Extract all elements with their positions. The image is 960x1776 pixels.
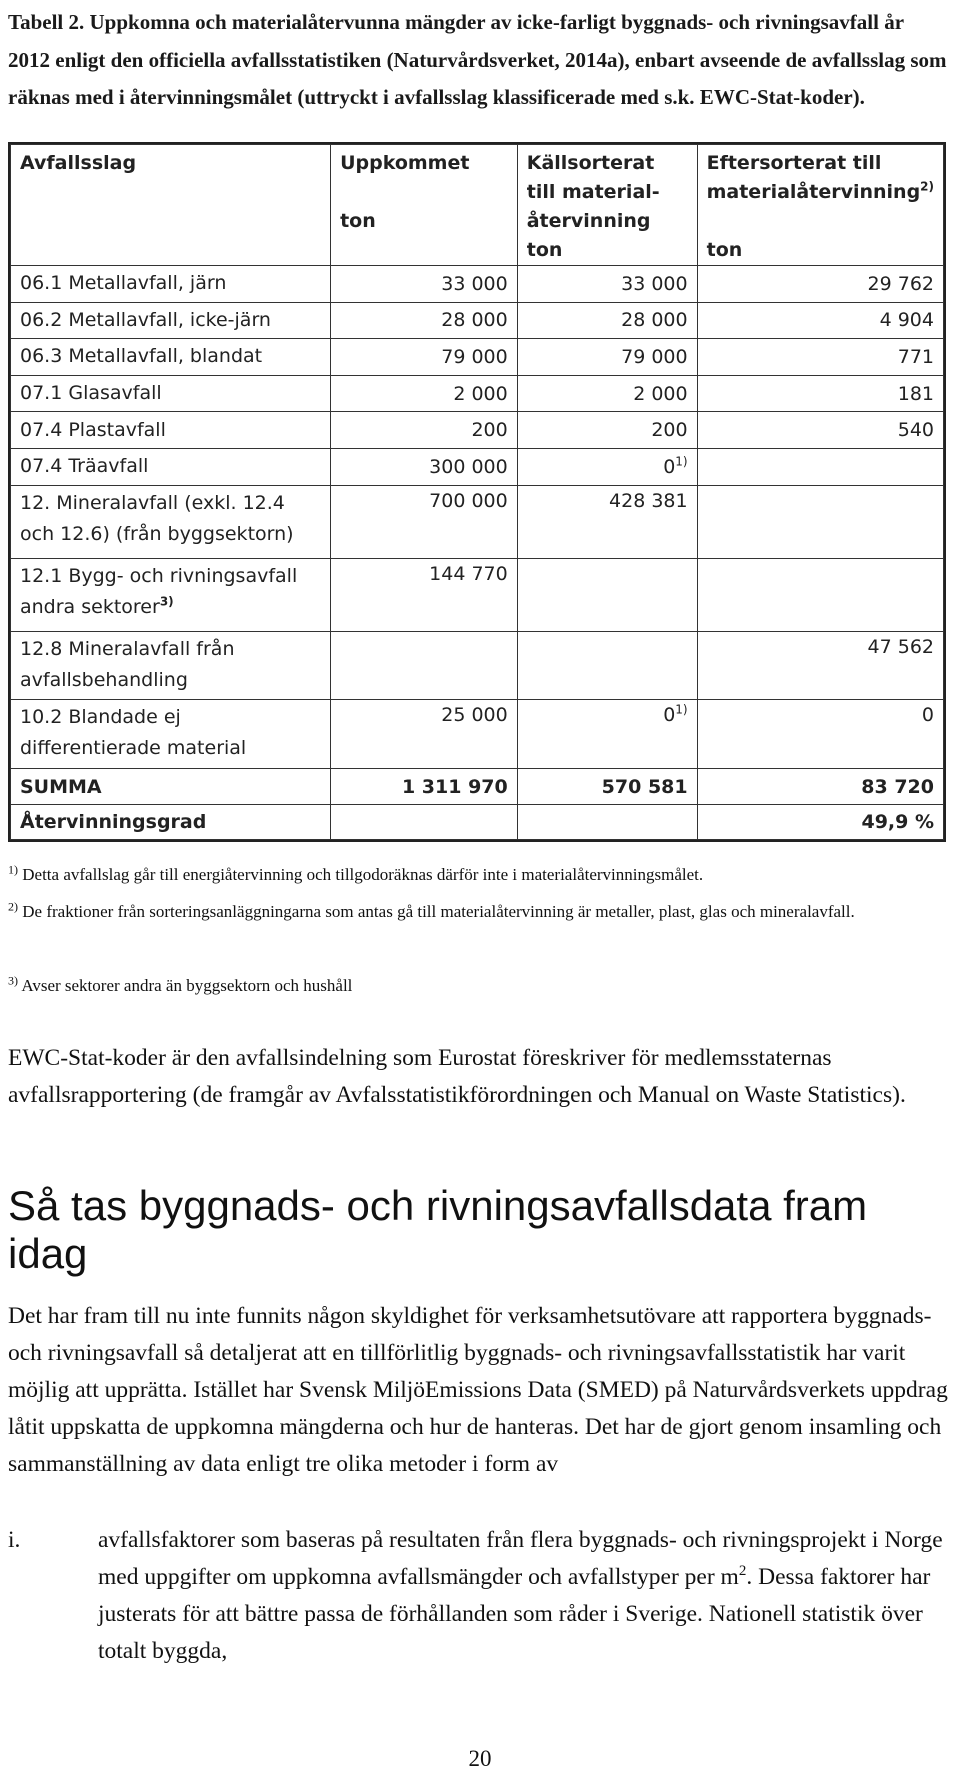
waste-table — [8, 142, 946, 842]
footnote-ref: 3) — [159, 594, 174, 609]
paragraph-ewc: EWC-Stat-koder är den avfallsindelning som Eurostat föreskriver för medlemsstaternas avfallsrapportering (de framgår av Avfalsstatistikförordningen och Manual on Waste Statistics). — [8, 1045, 906, 1108]
table-row — [11, 485, 944, 558]
cell-type: 07.4 Plastavfall — [11, 412, 331, 449]
cell-source-sorted — [517, 558, 697, 631]
paragraph-method: Det har fram till nu inte funnits någon skyldighet för verksamhetsutövare att rapportera byggnads- och rivningsavfall så detaljerat att en tillförlitlig byggnads- och rivningsavfallsstatistik har varit möjlig att upprätta. Istället har Svensk MiljöEmissions Data (SMED) på Naturvårdsverkets uppdrag låtit uppskatta de uppkomna mängderna och hur de hanteras. Det har de gjort genom insamling och sammanställning av data enligt tre olika metoder i form av — [8, 1303, 948, 1477]
footnote-3: $^{3)}$ Avser sektorer andra än byggsektorn och hushåll — [8, 973, 353, 995]
page-number: 20 — [468, 1746, 492, 1771]
table-row — [11, 558, 944, 631]
table-row — [11, 302, 944, 339]
footnote-ref: 1) — [675, 454, 688, 469]
sum-label: SUMMA — [11, 768, 331, 805]
cell-type: 07.4 Träavfall — [11, 448, 331, 485]
section-heading: Så tas byggnads- och rivningsavfallsdata fram idag — [8, 1182, 868, 1277]
sum-row — [11, 768, 944, 805]
cell-source-sorted: 0$^{1)}$ — [517, 699, 697, 768]
cell-post-sorted: 540 — [697, 412, 943, 449]
cell-source-sorted: 79 000 — [517, 339, 697, 376]
cell-post-sorted — [697, 558, 943, 631]
footnote-1: $^{1)}$ Detta avfallslag går till energiåtervinning och tillgodoräknas därför inte i materialåtervinningsmålet. — [8, 862, 704, 884]
cell-generated: 144 770 — [331, 558, 518, 631]
cell-generated: 700 000 — [331, 485, 518, 558]
cell-type: 06.2 Metallavfall, icke-järn — [11, 302, 331, 339]
rate-label: Återvinningsgrad — [11, 805, 331, 840]
cell-source-sorted: 2 000 — [517, 375, 697, 412]
table-row — [11, 339, 944, 376]
cell-post-sorted — [697, 485, 943, 558]
cell-post-sorted: 771 — [697, 339, 943, 376]
table-row — [11, 412, 944, 449]
cell-generated: 2 000 — [331, 375, 518, 412]
sum-post-sorted: 83 720 — [697, 768, 943, 805]
cell-type: 06.1 Metallavfall, järn — [11, 266, 331, 303]
table-caption: Tabell 2. Uppkomna och materialåtervunna mängder av icke-farligt byggnads- och rivningsavfall år 2012 enligt den officiella avfallsstatistiken (Naturvårdsverket, 2014a), enbart avseende de avfallsslag som räknas med i återvinningsmålet (uttryckt i avfallsslag klassificerade med s.k. EWC-Stat-koder). — [8, 10, 947, 109]
cell-post-sorted: 0 — [697, 699, 943, 768]
cell-post-sorted: 4 904 — [697, 302, 943, 339]
cell-post-sorted — [697, 448, 943, 485]
cell-source-sorted: 428 381 — [517, 485, 697, 558]
cell-source-sorted: 200 — [517, 412, 697, 449]
cell-type: 12.1 Bygg- och rivningsavfall andra sektorer$^{3)}$ — [11, 558, 331, 631]
header-generated: Uppkommet ton — [331, 145, 518, 266]
rate-value: 49,9 % — [697, 805, 943, 840]
cell-type: 07.1 Glasavfall — [11, 375, 331, 412]
cell-type: 12. Mineralavfall (exkl. 12.4 och 12.6) (från byggsektorn) — [11, 485, 331, 558]
cell-source-sorted — [517, 631, 697, 699]
cell-generated: 28 000 — [331, 302, 518, 339]
table-row — [11, 266, 944, 303]
cell-post-sorted: 47 562 — [697, 631, 943, 699]
cell-type: 10.2 Blandade ej differentierade material — [11, 699, 331, 768]
rate-row — [11, 805, 944, 840]
footnote-ref: 1) — [675, 702, 688, 717]
table-row — [11, 699, 944, 768]
list-marker: i. — [8, 1527, 21, 1553]
sum-source-sorted: 570 581 — [517, 768, 697, 805]
table-row — [11, 448, 944, 485]
cell-generated: 300 000 — [331, 448, 518, 485]
cell-generated: 79 000 — [331, 339, 518, 376]
table-row — [11, 631, 944, 699]
cell-source-sorted: 0$^{1)}$ — [517, 448, 697, 485]
cell-type: 12.8 Mineralavfall från avfallsbehandling — [11, 631, 331, 699]
footnote-2: $^{2)}$ De fraktioner från sorteringsanläggningarna som antas gå till materialåtervinning är metaller, plast, glas och mineralavfall. — [8, 899, 855, 921]
sum-generated: 1 311 970 — [331, 768, 518, 805]
cell-generated: 33 000 — [331, 266, 518, 303]
cell-source-sorted: 33 000 — [517, 266, 697, 303]
cell-generated — [331, 631, 518, 699]
header-post-sorted: Eftersorterat till materialåtervinning$^{2)}$ ton — [697, 145, 943, 266]
list-item: avfallsfaktorer som baseras på resultaten från flera byggnads- och rivningsprojekt i Norge med uppgifter om uppkomna avfallsmängder och avfallstyper per $m^2$. Dessa faktorer har justerats för att bättre passa de förhållanden som råder i Sverige. Nationell statistik över totalt byggda, — [98, 1527, 943, 1664]
cell-generated: 25 000 — [331, 699, 518, 768]
cell-generated: 200 — [331, 412, 518, 449]
header-source-sorted: Källsorterat till material-återvinning ton — [517, 145, 697, 266]
cell-source-sorted: 28 000 — [517, 302, 697, 339]
cell-post-sorted: 29 762 — [697, 266, 943, 303]
header-waste-type: Avfallsslag — [11, 145, 331, 266]
table-header-row — [11, 145, 944, 266]
cell-post-sorted: 181 — [697, 375, 943, 412]
cell-type: 06.3 Metallavfall, blandat — [11, 339, 331, 376]
table-row — [11, 375, 944, 412]
